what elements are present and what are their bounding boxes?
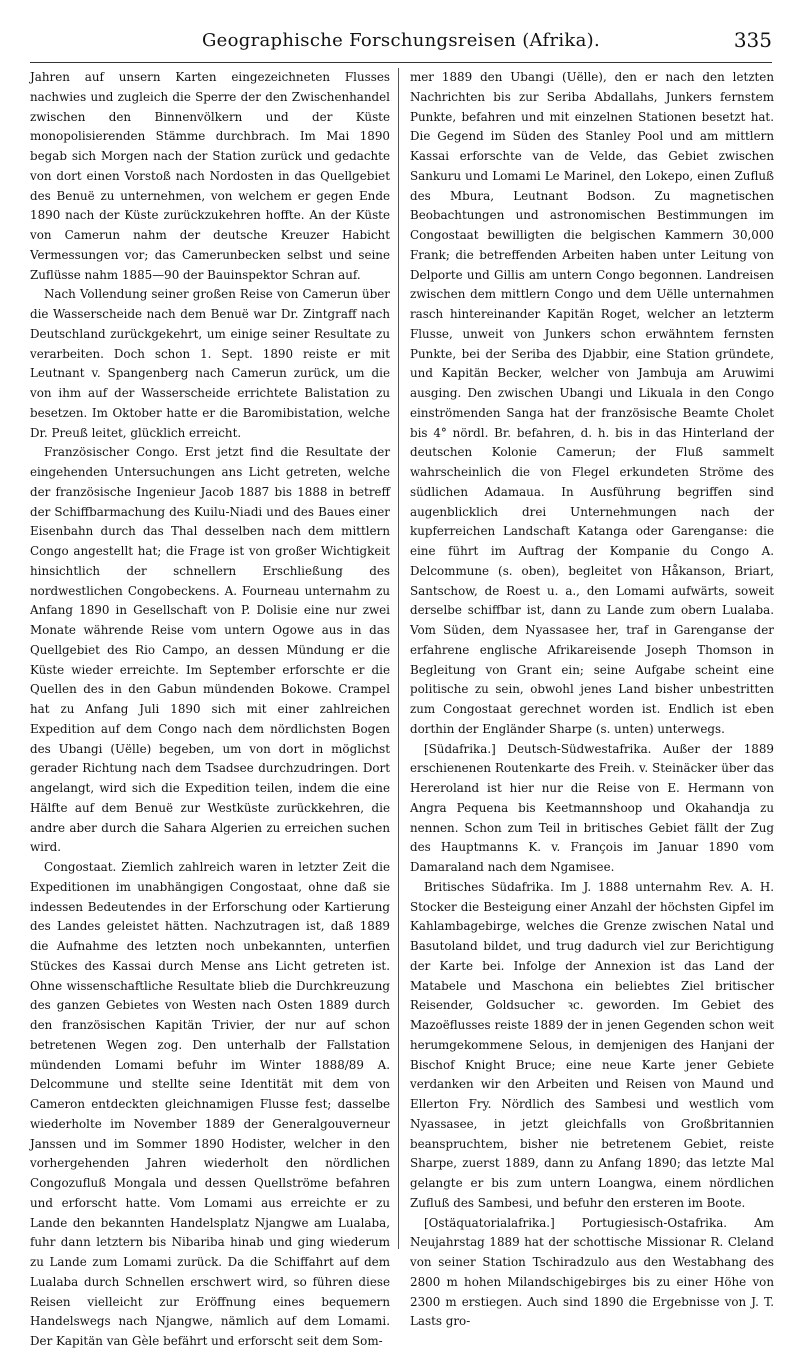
paragraph: Nach Vollendung seiner großen Reise von Camerun über die Wasserscheide nach dem Benuë war Dr. Zintgraff nach Deutschland zurückgekehrt, um einige seiner Resultate zu verarbeiten. Doch schon 1. Sept. 1890 reiste er mit Leutnant v. Spangenberg nach Camerun zurück, um die von ihm auf der Wasserscheide errichtete Balistation zu besetzen. Im Oktober hatte er die Baromibistation, welche Dr. Preuß leitet, glücklich erreicht. — [30, 287, 390, 440]
header-rule — [30, 62, 772, 63]
left-column — [30, 68, 390, 1348]
paragraph: Jahren auf unsern Karten eingezeichneten Flusses nachwies und zugleich die Sperre der den Zwischenhandel zwischen den Binnenvölkern und der Küste monopolisierenden Stämme durchbrach. Im Mai 1890 begab sich Morgen nach der Station zurück und gedachte von dort einen Vorstoß nach Nordosten in das Quellgebiet des Benuë zu unternehmen, von welchem er gegen Ende 1890 nach der Küste zurückzukehren hoffte. An der Küste von Camerun nahm der deutsche Kreuzer Habicht Vermessungen vor; das Camerunbecken selbst und seine Zuflüsse nahm 1885—90 der Bauinspektor Schran auf. — [30, 70, 390, 282]
paragraph: [Südafrika.] Deutsch-Südwestafrika. Außer der 1889 erschienenen Routenkarte des Freih. v. Steinäcker über das Hereroland ist hier nur die Reise von E. Hermann von Angra Pequena bis Keetmannshoop und Okahandja zu nennen. Schon zum Teil in britisches Gebiet fällt der Zug des Hauptmanns K. v. François im Januar 1890 vom Damaraland nach dem Ngamisee. — [410, 741, 774, 874]
page-number: 335 — [733, 28, 772, 52]
column-divider — [398, 68, 399, 1249]
paragraph: mer 1889 den Ubangi (Uëlle), den er nach den letzten Nachrichten bis zur Seriba Abdallahs, Junkers fernstem Punkte, befahren und mit einzelnen Stationen besetzt hat. Die Gegend im Süden des Stanley Pool und am mittlern Kassai erforschte van de Velde, das Gebiet zwischen Sankuru und Lomami Le Marinel, den Lokepo, einen Zufluß des Mbura, Leutnant Bodson. Zu magnetischen Beobachtungen und astronomischen Bestimmungen im Congostaat bewilligten die belgischen Kammern 30,000 Frank; die betreffenden Arbeiten haben unter Leitung von Delporte und Gillis am untern Congo begonnen. Landreisen zwischen dem mittlern Congo und dem Uëlle unternahmen rasch hintereinander Kapitän Roget, welcher an letzterm Flusse, unweit von Junkers schon erwähntem fernsten Punkte, bei der Seriba des Djabbir, eine Station gründete, und Kapitän Becker, welcher von Jambuja am Aruwimi ausging. Den zwischen Ubangi und Likuala in den Congo einströmenden Sanga hat der französische Beamte Cholet bis 4° nördl. Br. befahren, d. h. bis in das Hinterland der deutschen Kolonie Camerun; der Fluß sammelt wahrscheinlich die von Flegel erkundeten Ströme des südlichen Adamaua. In Ausführung begriffen sind augenblicklich drei Unternehmungen nach der kupferreichen Landschaft Katanga oder Garenganse: die eine führt im Auftrag der Kompanie du Congo A. Delcommune (s. oben), begleitet von Håkanson, Briart, Santschow, de Roest u. a., den Lomami aufwärts, soweit derselbe schiffbar ist, dann zu Lande zum obern Lualaba. Vom Süden, dem Nyassasee her, traf in Garenganse der erfahrene englische Afrikareisende Joseph Thomson in Begleitung von Grant ein; seine Aufgabe scheint eine politische zu sein, obwohl jenes Land bisher unbestritten zum Congostaat gerechnet worden ist. Endlich ist eben dorthin der Engländer Sharpe (s. unten) unterwegs. — [410, 70, 774, 736]
running-header — [30, 22, 772, 56]
paragraph: Congostaat. Ziemlich zahlreich waren in letzter Zeit die Expeditionen im unabhängigen Congostaat, ohne daß sie indessen Bedeutendes in der Erforschung oder Kartierung des Landes geleistet hätten. Nachzutragen ist, daß 1889 die Aufnahme des letzten noch unbekannten, unterfien Stückes des Kassai durch Mense ans Licht getreten ist. Ohne wissenschaftliche Resultate blieb die Durchkreuzung des ganzen Gebietes von Westen nach Osten 1889 durch den französischen Kapitän Trivier, der nur auf schon betretenen Wegen zog. Den unterhalb der Fallstation mündenden Lomami befuhr im Winter 1888/89 A. Delcommune und stellte seine Identität mit dem von Cameron entdeckten gleichnamigen Flusse fest; dasselbe wiederholte im November 1889 der Generalgouverneur Janssen und im Sommer 1890 Hodister, welcher in den vorhergehenden Jahren wiederholt den nördlichen Congozufluß Mongala und dessen Quellströme befahren und erforscht hatte. Vom Lomami aus erreichte er zu Lande den bekannten Handelsplatz Njangwe am Lualaba, fuhr dann letztern bis Nibariba hinab und ging wiederum zu Lande zum Lomami zurück. Da die Schiffahrt auf dem Lualaba durch Schnellen erschwert wird, so führen diese Reisen vielleicht zur Eröffnung eines bequemern Handelswegs nach Njangwe, nämlich auf dem Lomami. Der Kapitän van Gèle befährt und erforscht seit dem Som- — [30, 860, 390, 1348]
paragraph: Britisches Südafrika. Im J. 1888 unternahm Rev. A. H. Stocker die Besteigung einer Anzahl der höchsten Gipfel im Kahlambagebirge, welches die Grenze zwischen Natal und Basutoland bildet, und trug dadurch viel zur Berichtigung der Karte bei. Infolge der Annexion ist das Land der Matabele und Maschona ein beliebtes Ziel britischer Reisender, Goldsucher ꝛc. geworden. Im Gebiet des Mazoëflusses reiste 1889 der in jenen Gegenden schon weit herumgekommene Selous, in demjenigen des Hanjani der Bischof Knight Bruce; eine neue Karte jener Gebiete verdanken wir den Arbeiten und Reisen von Maund und Ellerton Fry. Nördlich des Sambesi und westlich vom Nyassasee, in jetzt gleichfalls von Großbritannien beanspruchtem, bisher nie betretenem Gebiet, reiste Sharpe, zuerst 1889, dann zu Anfang 1890; das letzte Mal gelangte er bis zum untern Loangwa, einem nördlichen Zufluß des Sambesi, und befuhr den ersteren im Boote. — [410, 879, 774, 1210]
paragraph: [Ostäquatorialafrika.] Portugiesisch-Ostafrika. Am Neujahrstag 1889 hat der schottische Missionar R. Cleland von seiner Station Tschiradzulo aus den Westabhang des 2800 m hohen Milandschigebirges bis zu einer Höhe von 2300 m erstiegen. Auch sind 1890 die Ergebnisse von J. T. Lasts gro- — [410, 1215, 774, 1329]
header-title: Geographische Forschungsreisen (Afrika). — [201, 30, 600, 51]
right-column — [410, 68, 774, 1329]
paragraph: Französischer Congo. Erst jetzt find die Resultate der eingehenden Untersuchungen ans Licht getreten, welche der französische Ingenieur Jacob 1887 bis 1888 in betreff der Schiffbarmachung des Kuilu-Niadi und des Baues einer Eisenbahn durch das Thal desselben nach dem mittlern Congo angestellt hat; die Frage ist von großer Wichtigkeit hinsichtlich der schnellern Erschließung des nordwestlichen Congobeckens. A. Fourneau unternahm zu Anfang 1890 in Gesellschaft von P. Dolisie eine nur zwei Monate währende Reise vom untern Ogowe aus in das Quellgebiet des Rio Campo, an dessen Mündung er die Küste wieder erreichte. Im September erforschte er die Quellen des in den Gabun mündenden Bokowe. Crampel hat zu Anfang Juli 1890 sich mit einer zahlreichen Expedition auf dem Congo nach dem nördlichsten Bogen des Ubangi (Uëlle) begeben, um von dort in möglichst gerader Richtung nach dem Tsadsee durchzudringen. Dort angelangt, wird sich die Expedition teilen, indem die eine Hälfte auf dem Benuë zur Westküste zurückkehren, die andre aber durch die Sahara Algerien zu erreichen suchen wird. — [30, 445, 390, 855]
